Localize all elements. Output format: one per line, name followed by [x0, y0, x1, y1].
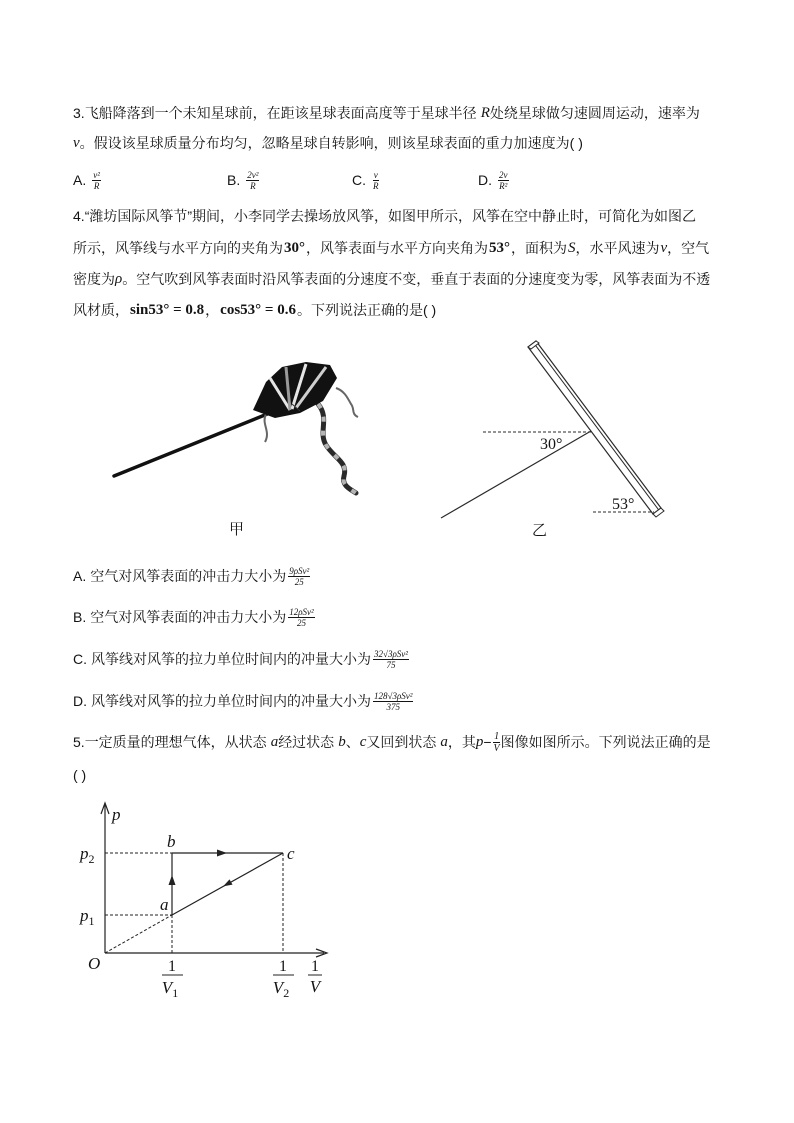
fraction-numerator: 128√3ρSv²	[374, 690, 413, 701]
q3-option-a[interactable]	[73, 170, 101, 190]
fraction-denominator: 75	[386, 659, 396, 670]
x-axis-label-numerator: 1	[311, 958, 319, 975]
p1-base: p	[80, 906, 89, 925]
kite-tail-small-left	[265, 414, 267, 442]
angle-53-value: 53°	[489, 240, 510, 256]
fraction-denominator: R	[250, 180, 256, 191]
q5-text: 、	[345, 734, 360, 750]
kite-surface-bar	[528, 341, 661, 514]
tick-v1-base: V	[161, 978, 173, 997]
option-label: D.	[478, 172, 492, 188]
q5-line-2	[73, 765, 86, 785]
variable-s: S	[568, 240, 576, 256]
variable-a: a	[270, 734, 279, 750]
variable-c: c	[359, 734, 367, 750]
kite-surface-edge	[534, 343, 659, 510]
arrow-up-icon	[169, 875, 176, 885]
q3-number: 3.	[73, 105, 85, 121]
variable-rho: ρ	[115, 271, 123, 287]
option-label: A.	[73, 568, 87, 584]
q3-text: 。假设该星球质量分布均匀，忽略星球自转影响，则该星球表面的重力加速度为( )	[79, 135, 583, 151]
q4-text: ，空气	[667, 240, 710, 256]
fraction-numerator: 32√3ρSv²	[374, 648, 408, 659]
p2-base: p	[80, 844, 89, 863]
cos-formula: cos53° = 0.6	[220, 302, 296, 318]
p2-label	[79, 844, 95, 866]
tick-v2-denominator	[273, 978, 289, 1000]
x-axis-label-denominator: V	[309, 977, 321, 996]
option-fraction	[372, 170, 380, 191]
state-c-label: c	[287, 844, 295, 863]
variable-v: v	[73, 135, 80, 151]
fraction-denominator: 375	[386, 701, 400, 712]
y-axis-label: p	[112, 805, 121, 824]
p1-subscript: 1	[88, 914, 95, 928]
fraction-denominator: 25	[294, 576, 304, 587]
option-label: D.	[73, 693, 87, 709]
q4-text: 。下列说法正确的是( )	[296, 302, 437, 318]
option-fraction	[246, 170, 259, 191]
q5-text: 又回到状态	[366, 734, 437, 750]
q3-option-d[interactable]	[478, 170, 509, 190]
q4-text: 。空气吹到风筝表面时沿风筝表面的分速度不变，垂直于表面的分速度变为零，风筝表面为不透	[122, 271, 711, 287]
option-text: 空气对风筝表面的冲击力大小为	[90, 609, 287, 625]
q4-line-2	[73, 238, 709, 258]
q5-text: 一定质量的理想气体，从状态	[84, 734, 267, 750]
tick-v1-subscript: 1	[172, 986, 179, 1000]
kite-force-diagram	[435, 335, 675, 525]
figure-label-jia: 甲	[229, 521, 245, 538]
q4-option-b[interactable]	[73, 607, 315, 627]
q4-option-c[interactable]	[73, 649, 409, 669]
variable-p: p	[475, 734, 484, 750]
q4-line-4	[73, 300, 436, 320]
q4-text: “潍坊国际风筝节”期间，小李同学去操场放风筝，如图甲所示，风筝在空中静止时，可简化为如图乙	[84, 208, 697, 224]
option-fraction	[373, 649, 409, 670]
tick-v2-numerator: 1	[279, 958, 287, 975]
state-a-label: a	[160, 895, 169, 914]
fraction-numerator: 9ρSv²	[289, 565, 310, 576]
angle-53-label: 53°	[612, 496, 635, 513]
angle-30-value: 30°	[284, 240, 305, 256]
q3-line-2	[73, 133, 583, 153]
option-text: 风筝线对风筝的拉力单位时间内的冲量大小为	[91, 651, 371, 667]
q3-text: 飞船降落到一个未知星球前，在距该星球表面高度等于星球半径	[84, 105, 477, 121]
tick-v2-base: V	[272, 978, 284, 997]
option-text: 风筝线对风筝的拉力单位时间内的冲量大小为	[91, 693, 371, 709]
q4-number: 4.	[73, 208, 85, 224]
q4-text: ，	[205, 302, 220, 318]
answer-blank: ( )	[73, 767, 87, 783]
fraction-numerator: v²	[93, 169, 100, 180]
q4-line-3	[73, 269, 710, 289]
state-b-label: b	[167, 832, 176, 851]
p1-label	[79, 906, 95, 928]
kite-tail-stripes	[318, 404, 356, 493]
q3-option-c[interactable]	[352, 170, 380, 190]
angle-30-label: 30°	[540, 436, 563, 453]
option-fraction	[288, 566, 310, 587]
option-label: C.	[352, 172, 366, 188]
variable-b: b	[338, 734, 346, 750]
variable-v: v	[660, 240, 668, 256]
tick-v1-numerator: 1	[168, 958, 176, 975]
q5-text: 图像如图所示。下列说法正确的是	[500, 734, 711, 750]
arrow-down-left-icon	[223, 879, 232, 886]
q5-text: ，其	[447, 734, 476, 750]
option-label: B.	[73, 609, 87, 625]
fraction-denominator: R²	[499, 180, 508, 191]
variable-a: a	[440, 734, 448, 750]
minus-sign: −	[483, 734, 492, 750]
fraction-denominator: R	[93, 180, 100, 191]
q3-text: 处绕星球做匀速圆周运动，速率为	[489, 105, 700, 121]
q4-line-1	[73, 206, 696, 226]
fraction-numerator: v	[373, 169, 378, 180]
q3-option-b[interactable]	[227, 170, 259, 190]
option-label: C.	[73, 651, 87, 667]
q5-text: 经过状态	[278, 734, 335, 750]
origin-label: O	[88, 954, 101, 973]
q4-text: 风材质，	[73, 302, 129, 318]
tick-v2-subscript: 2	[283, 986, 290, 1000]
q3-line-1	[73, 103, 700, 123]
figure-label-yi: 乙	[532, 522, 548, 539]
q5-line-1	[73, 732, 711, 752]
fraction-numerator: 12ρSv²	[289, 606, 314, 617]
q4-text: ，面积为	[511, 240, 567, 256]
option-text: 空气对风筝表面的冲击力大小为	[90, 568, 287, 584]
q4-option-d[interactable]	[73, 691, 413, 711]
p2-subscript: 2	[88, 852, 95, 866]
q4-text: ，风筝表面与水平方向夹角为	[306, 240, 488, 256]
option-fraction	[288, 607, 315, 628]
option-label: B.	[227, 172, 241, 188]
inverse-volume-fraction	[493, 731, 501, 754]
q4-text: 密度为	[73, 271, 115, 287]
option-fraction	[373, 691, 413, 712]
kite-photo	[105, 355, 370, 505]
q4-text: ，水平风速为	[575, 240, 660, 256]
option-label: A.	[73, 172, 87, 188]
origin-guide	[105, 915, 172, 953]
fraction-denominator: R	[373, 180, 379, 191]
option-fraction	[498, 170, 509, 191]
arrow-right-icon	[217, 850, 227, 857]
fraction-numerator: 2v²	[247, 169, 259, 180]
q5-number: 5.	[73, 734, 85, 750]
kite-tail-small-right	[336, 388, 358, 417]
kite-string-line	[441, 431, 591, 518]
fraction-denominator: 25	[296, 617, 306, 628]
fraction-denominator: V	[493, 742, 500, 754]
p-inverse-v-graph	[70, 795, 340, 1005]
sin-formula: sin53° = 0.8	[130, 302, 205, 318]
variable-r: R	[480, 105, 490, 121]
tick-v1-denominator	[162, 978, 178, 1000]
fraction-numerator: 1	[494, 730, 500, 742]
q4-option-a[interactable]	[73, 566, 310, 586]
fraction-numerator: 2v	[499, 169, 508, 180]
option-fraction	[92, 170, 101, 191]
q4-text: 所示，风筝线与水平方向的夹角为	[73, 240, 283, 256]
